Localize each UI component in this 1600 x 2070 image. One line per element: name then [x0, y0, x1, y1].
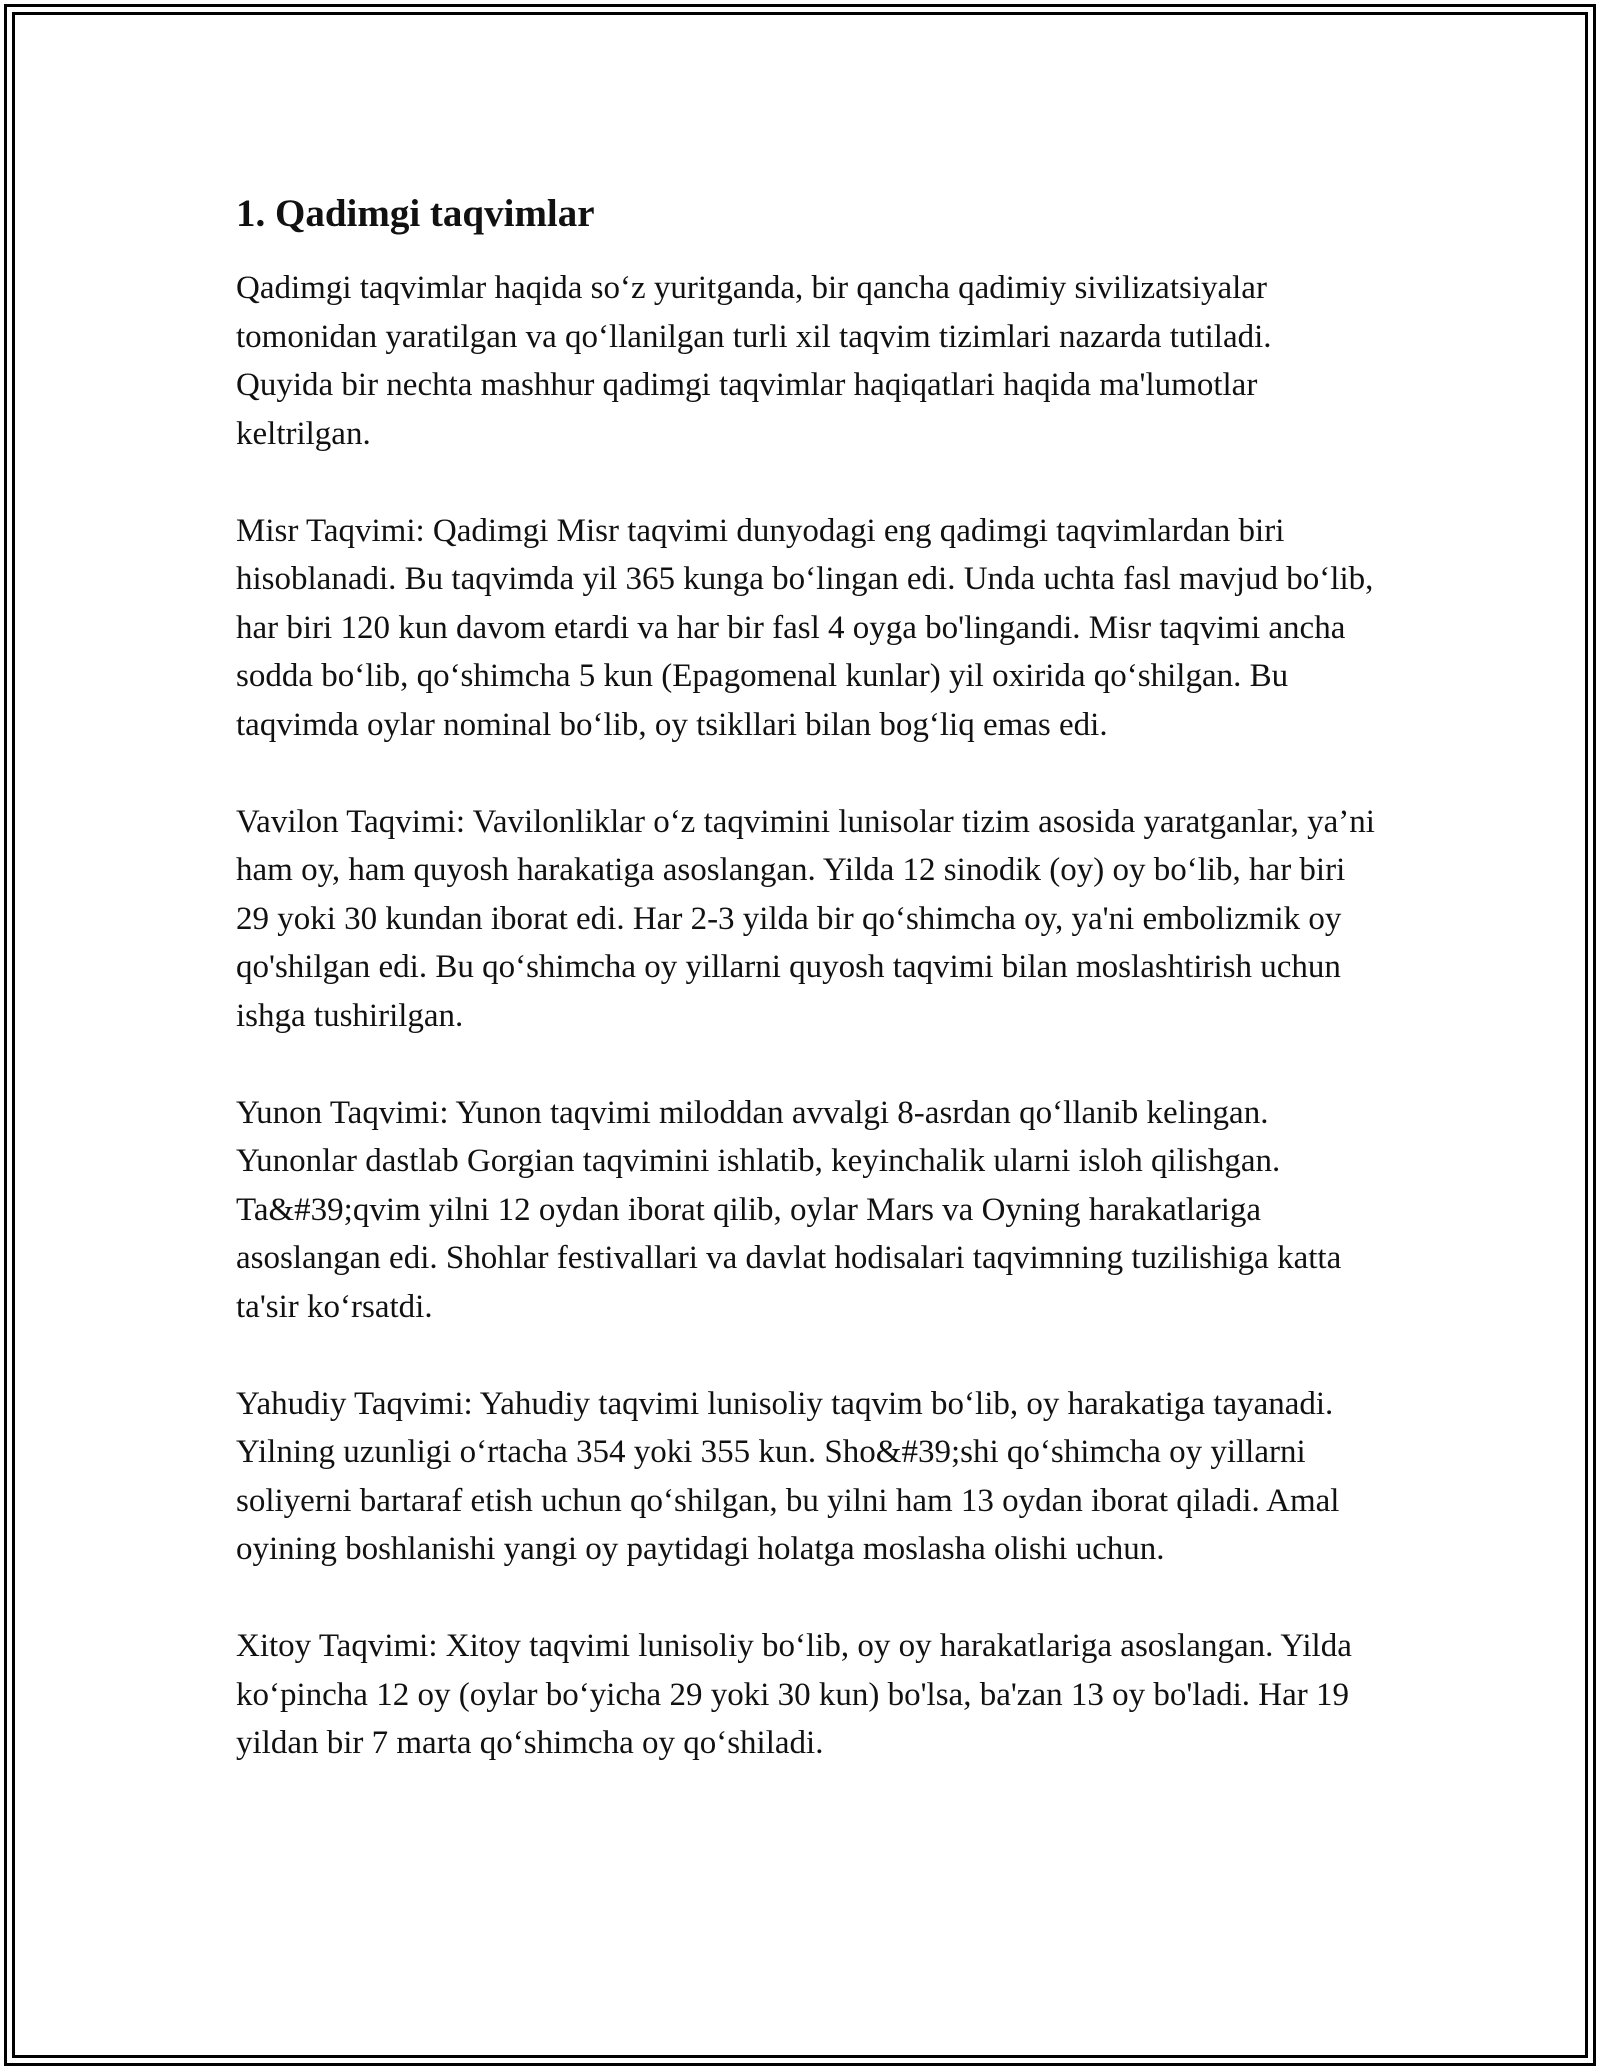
- yahudiy-paragraph: Yahudiy Taqvimi: Yahudiy taqvimi lunisoliy taqvim bo‘lib, oy harakatiga tayanadi. Yilning uzunligi o‘rtacha 354 yoki 355 kun. Sho&#39;shi qo‘shimcha oy yillarni soliyerni bartaraf etish uchun qo‘shilgan, bu yilni ham 13 oydan iborat qiladi. Amal oyining boshlanishi yangi oy paytidagi holatga moslasha olishi uchun.: [236, 1385, 1340, 1567]
- xitoy-paragraph: Xitoy Taqvimi: Xitoy taqvimi lunisoliy bo‘lib, oy oy harakatlariga asoslangan. Yilda ko‘pincha 12 oy (oylar bo‘yicha 29 yoki 30 kun) bo'lsa, ba'zan 13 oy bo'ladi. Har 19 yildan bir 7 marta qo‘shimcha oy qo‘shiladi.: [236, 1628, 1352, 1761]
- misr-paragraph: Misr Taqvimi: Qadimgi Misr taqvimi dunyodagi eng qadimgi taqvimlardan biri hisoblanadi. Bu taqvimda yil 365 kunga bo‘lingan edi. Unda uchta fasl mavjud bo‘lib, har biri 120 kun davom etardi va har bir fasl 4 oyga bo'lingandi. Misr taqvimi ancha sodda bo‘lib, qo‘shimcha 5 kun (Epagomenal kunlar) yil oxirida qo‘shilgan. Bu taqvimda oylar nominal bo‘lib, oy tsikllari bilan bog‘liq emas edi.: [236, 512, 1374, 743]
- vavilon-paragraph: Vavilon Taqvimi: Vavilonliklar o‘z taqvimini lunisolar tizim asosida yaratganlar, ya’ni ham oy, ham quyosh harakatiga asoslangan. Yilda 12 sinodik (oy) oy bo‘lib, har biri 29 yoki 30 kundan iborat edi. Har 2-3 yilda bir qo‘shimcha oy, ya'ni embolizmik oy qo'shilgan edi. Bu qo‘shimcha oy yillarni quyosh taqvimi bilan moslashtirish uchun ishga tushirilgan.: [236, 803, 1375, 1034]
- yunon-paragraph: Yunon Taqvimi: Yunon taqvimi miloddan avvalgi 8-asrdan qo‘llanib kelingan. Yunonlar dastlab Gorgian taqvimini ishlatib, keyinchalik ularni isloh qilishgan. Ta&#39;qvim yilni 12 oydan iborat qilib, oylar Mars va Oyning harakatlariga asoslangan edi. Shohlar festivallari va davlat hodisalari taqvimning tuzilishiga katta ta'sir ko‘rsatdi.: [236, 1094, 1342, 1325]
- document-body: [236, 188, 1376, 1816]
- intro-paragraph: Qadimgi taqvimlar haqida so‘z yuritganda, bir qancha qadimiy sivilizatsiyalar tomonidan yaratilgan va qo‘llanilgan turli xil taqvim tizimlari nazarda tutiladi. Quyida bir nechta mashhur qadimgi taqvimlar haqiqatlari haqida ma'lumotlar keltrilgan.: [236, 270, 1272, 452]
- section-heading: 1. Qadimgi taqvimlar: [236, 192, 595, 235]
